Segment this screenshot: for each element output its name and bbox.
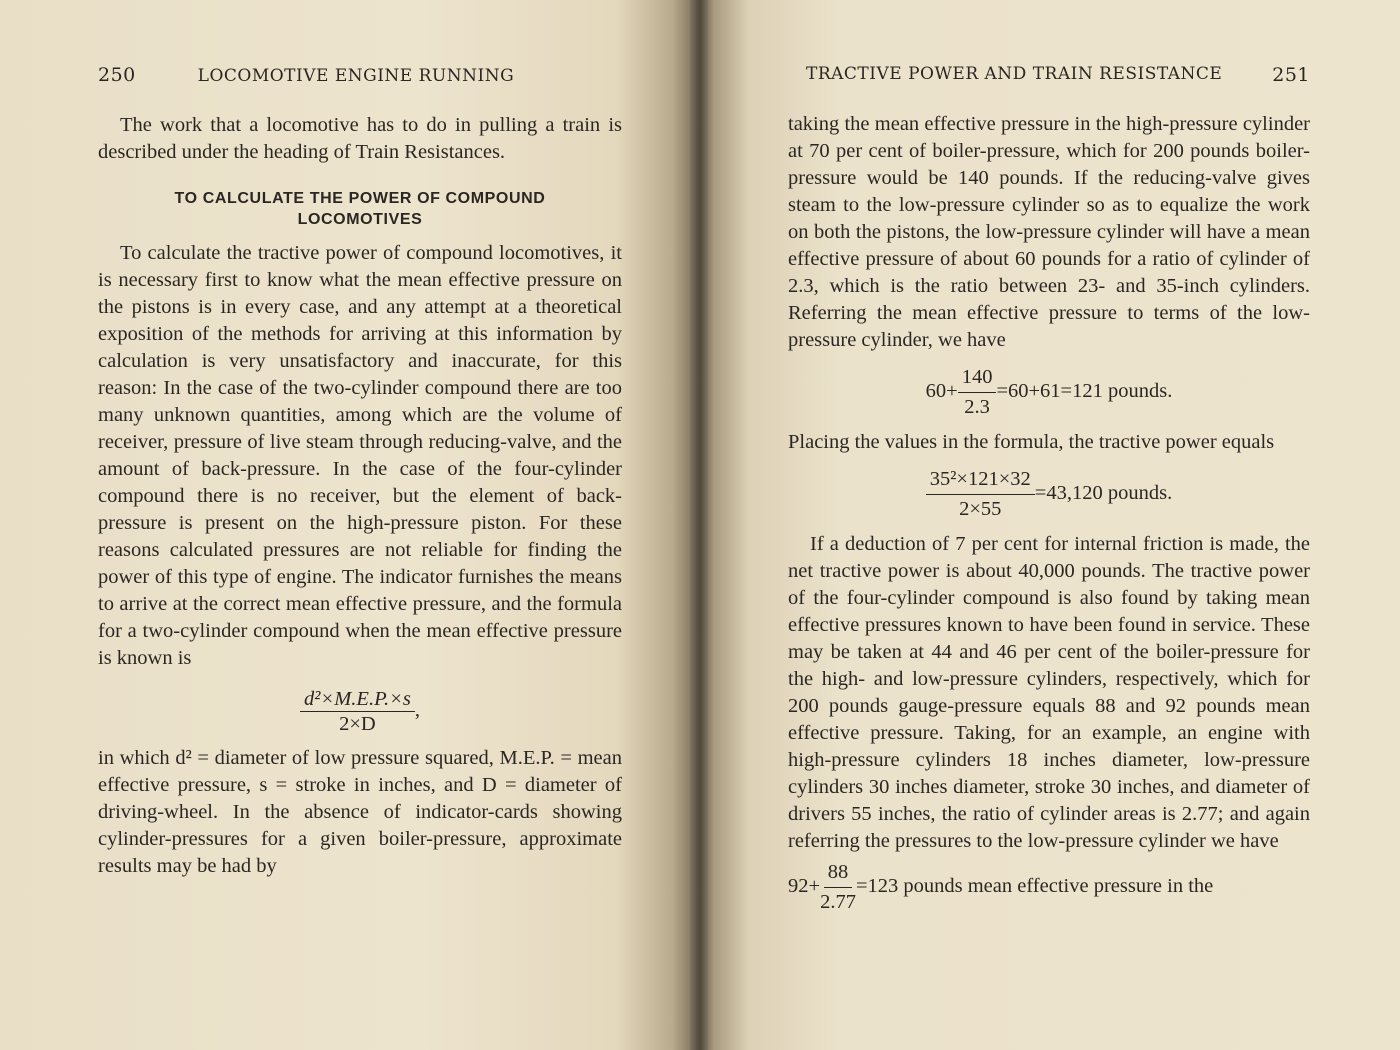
left-page-number: 250 [98, 64, 136, 86]
tractive-formula-denominator: 2×D [339, 713, 376, 735]
right-paragraph-3: If a deduction of 7 per cent for internal friction is made, the net tractive power is about 40,000 pounds. The tractive power of the four-cylinder compound is also found by taking mean effective pressures known to have been found in service. These may be taken at 44 and 46 per cent of the boiler-pressure for the high- and low-pressure cylinders, respectively, which for 200 pounds gauge-pressure equals 88 and 92 pounds mean effective pressure. Taking, for an example, an engine with high-pressure cylinders 18 inches diameter, low-pressure cylinders 30 inches diameter, stroke 30 inches, and diameter of drivers 55 inches, the ratio of cylinder areas is 2.77; and again referring the pressures to the low-pressure cylinder we have [788, 533, 1310, 852]
tractive-formula-trail: , [414, 699, 421, 722]
section-heading-line1: TO CALCULATE THE POWER OF COMPOUND [174, 190, 546, 207]
right-paragraph-2: Placing the values in the formula, the tractive power equals [788, 431, 1275, 453]
left-paragraph-2: in which d² = diameter of low pressure squared, M.E.P. = mean effective pressure, s = stroke in inches, and D = diameter of driving-wheel. In the absence of indicator-cards showing cylinder-pressures for a given boiler-pressure, approximate results may be had by [98, 747, 622, 877]
equation-2 [788, 466, 1310, 523]
book-gutter [690, 0, 708, 1050]
equation-3-denominator: 2.77 [820, 891, 856, 913]
equation-2-suffix: =43,120 pounds. [1034, 482, 1173, 505]
equation-1-suffix: =60+61=121 pounds. [996, 380, 1173, 403]
section-heading [98, 188, 622, 230]
equation-3-numerator: 88 [824, 859, 853, 888]
equation-1-numerator: 140 [958, 364, 997, 393]
section-heading-line2: LOCOMOTIVES [297, 211, 423, 228]
left-paragraph-1: To calculate the tractive power of compound locomotives, it is necessary first to know what the mean effective pressure on the pistons is in every case, and any attempt at a theoretical exposition of the methods for arriving at this information by calculation is very unsatisfactory and inaccurate, for this reason: In the case of the two-cylinder compound there are too many unknown quantities, among which are the volume of receiver, pressure of live steam through reducing-valve, and the amount of back-pressure. In the case of the four-cylinder compound there is no receiver, but the element of back-pressure is present on the high-pressure piston. For these reasons calculated pressures are not reliable for finding the power of this type of engine. The indicator furnishes the means to arrive at the correct mean effective pressure, and the formula for a two-cylinder compound when the mean effective pressure is known is [98, 242, 622, 669]
equation-3-prefix: 92+ [788, 875, 821, 898]
right-running-head [806, 64, 1310, 86]
left-running-head [98, 64, 514, 86]
equation-2-numerator: 35²×121×32 [926, 466, 1035, 495]
equation-3-suffix: =123 pounds mean effective pressure in the [855, 875, 1214, 898]
equation-3-fraction [820, 859, 856, 916]
right-paragraph-1: taking the mean effective pressure in the high-pressure cylinder at 70 per cent of boiler-pressure, which for 200 pounds boiler-pressure would be 140 pounds. If the reducing-valve gives steam to the low-pressure cylinder so as to equalize the work on both the pistons, the low-pressure cylinder will have a mean effective pressure of about 60 pounds for a ratio of cylinder of 2.3, which is the ratio between 23- and 35-inch cylinders. Referring the mean effective pressure to terms of the low-pressure cylinder, we have [788, 113, 1310, 351]
left-running-title: LOCOMOTIVE ENGINE RUNNING [197, 66, 515, 86]
tractive-formula [98, 688, 622, 735]
equation-1-denominator: 2.3 [964, 396, 990, 418]
equation-3 [788, 859, 1310, 916]
left-text-column [98, 112, 622, 880]
right-text-column [788, 111, 1310, 916]
intro-paragraph: The work that a locomotive has to do in pulling a train is described under the heading of Train Resistances. [98, 114, 622, 163]
equation-1 [788, 364, 1310, 421]
right-running-title: TRACTIVE POWER AND TRAIN RESISTANCE [806, 64, 1223, 84]
right-page-number: 251 [1272, 64, 1310, 86]
equation-1-prefix: 60+ [925, 380, 958, 403]
equation-2-denominator: 2×55 [959, 498, 1002, 520]
equation-1-fraction [958, 364, 997, 421]
tractive-formula-fraction [300, 688, 415, 735]
tractive-formula-numerator: d²×M.E.P.×s [300, 688, 415, 712]
equation-2-fraction [926, 466, 1035, 523]
